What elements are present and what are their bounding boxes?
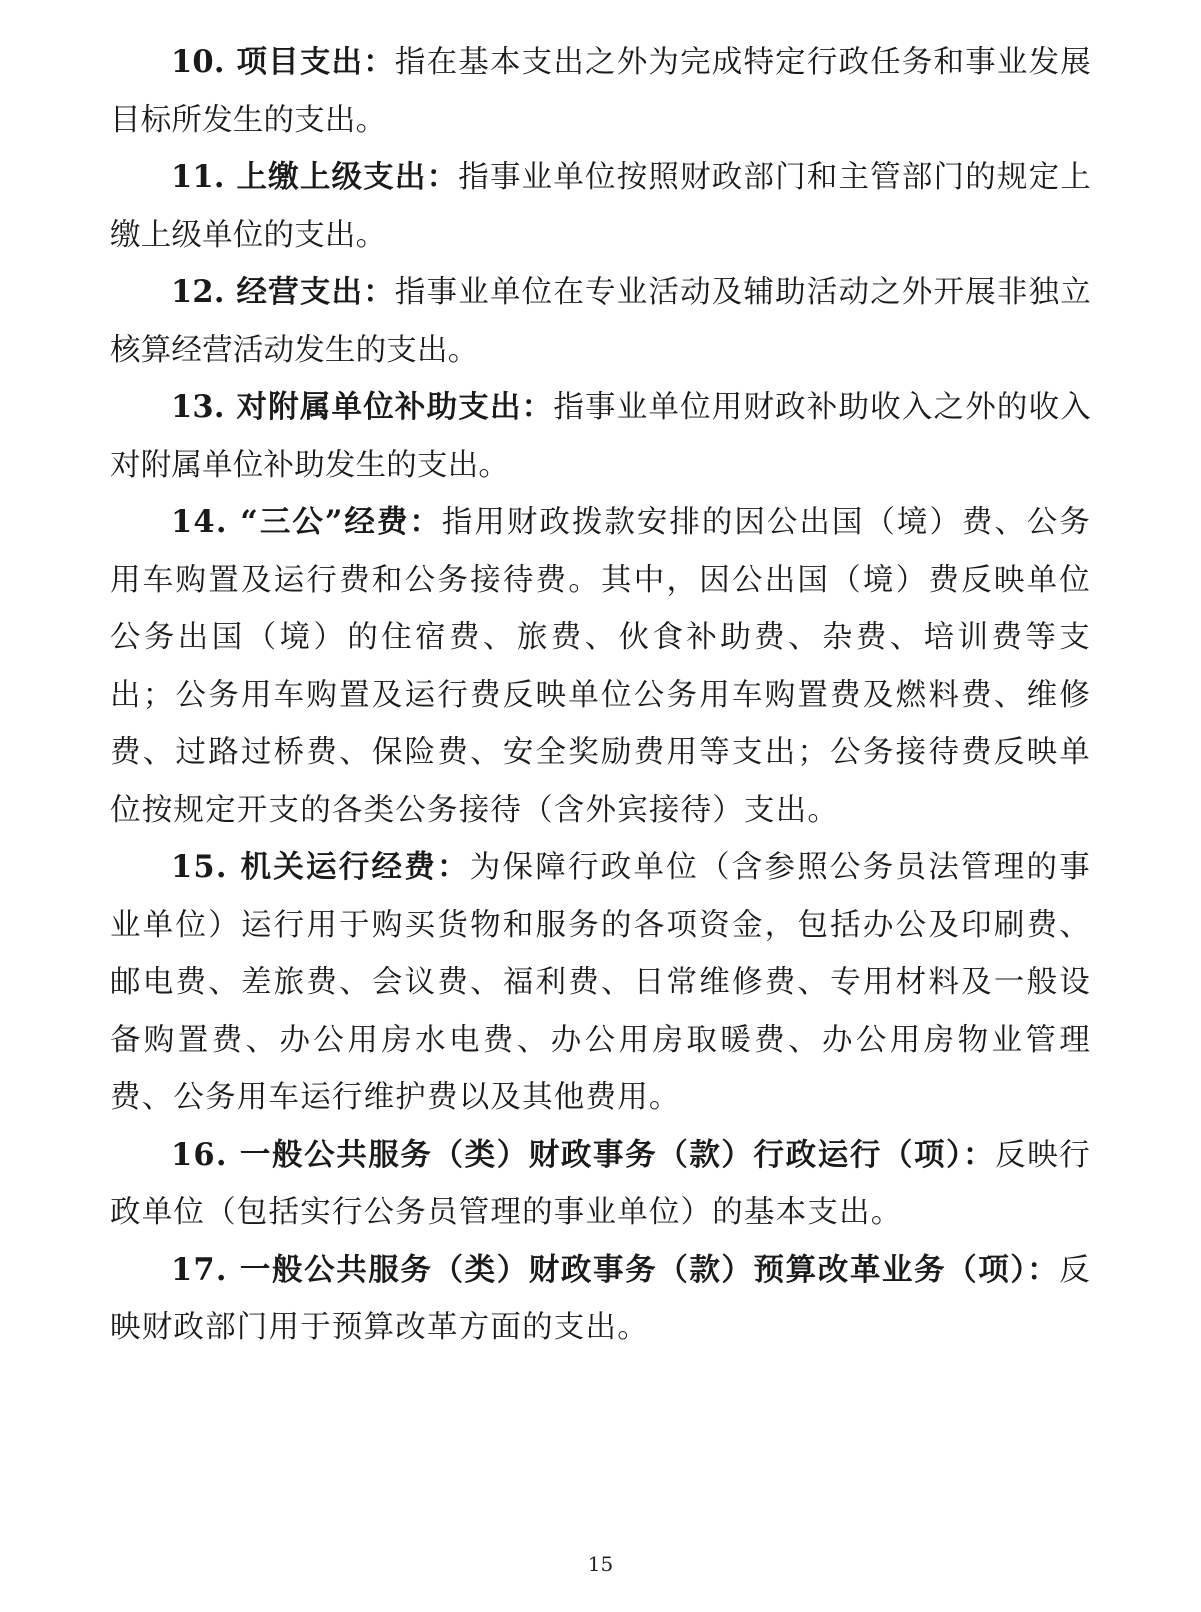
paragraph-14-lead: 14. “三公”经费： bbox=[171, 504, 442, 540]
page-number: 15 bbox=[587, 1552, 614, 1576]
paragraph-14 bbox=[110, 494, 1091, 839]
paragraph-12-lead: 12. 经营支出： bbox=[171, 274, 395, 310]
paragraph-16 bbox=[110, 1127, 1091, 1242]
paragraph-12-text: 指事业单位在专业活动及辅助活动之外开展非独立核算经营活动发生的支出。 bbox=[110, 275, 1092, 368]
paragraph-10 bbox=[110, 34, 1091, 149]
paragraph-13-text: 指事业单位用财政补助收入之外的收入对附属单位补助发生的支出。 bbox=[110, 390, 1091, 483]
paragraph-16-text: 反映行政单位（包括实行公务员管理的事业单位）的基本支出。 bbox=[110, 1137, 1091, 1230]
paragraph-17-text: 反映财政部门用于预算改革方面的支出。 bbox=[110, 1252, 1091, 1345]
paragraph-17-lead: 17. 一般公共服务（类）财政事务（款）预算改革业务（项）： bbox=[171, 1251, 1060, 1288]
paragraph-13-lead: 13. 对附属单位补助支出： bbox=[171, 389, 554, 425]
document-body bbox=[110, 34, 1091, 1357]
paragraph-13 bbox=[110, 379, 1091, 494]
paragraph-15 bbox=[110, 839, 1091, 1127]
paragraph-16-lead: 16. 一般公共服务（类）财政事务（款）行政运行（项）： bbox=[171, 1136, 996, 1173]
paragraph-14-text: 指用财政拨款安排的因公出国（境）费、公务用车购置及运行费和公务接待费。其中，因公出国（境）费反映单位公务出国（境）的住宿费、旅费、伙食补助费、杂费、培训费等支出；公务用车购置及运行费反映单位公务用车购置费及燃料费、维修费、过路过桥费、保险费、安全奖励费用等支出；公务接待费反映单位按规定开支的各类公务接待（含外宾接待）支出。 bbox=[110, 505, 1092, 828]
paragraph-12 bbox=[110, 264, 1091, 379]
paragraph-10-text: 指在基本支出之外为完成特定行政任务和事业发展目标所发生的支出。 bbox=[110, 45, 1092, 138]
paragraph-15-lead: 15. 机关运行经费： bbox=[171, 849, 470, 885]
paragraph-15-text: 为保障行政单位（含参照公务员法管理的事业单位）运行用于购买货物和服务的各项资金，包括办公及印刷费、邮电费、差旅费、会议费、福利费、日常维修费、专用材料及一般设备购置费、办公用房水电费、办公用房取暖费、办公用房物业管理费、公务用车运行维护费以及其他费用。 bbox=[110, 850, 1091, 1115]
paragraph-17 bbox=[110, 1242, 1091, 1357]
paragraph-10-lead: 10. 项目支出： bbox=[171, 44, 395, 80]
paragraph-11-text: 指事业单位按照财政部门和主管部门的规定上缴上级单位的支出。 bbox=[110, 160, 1091, 253]
paragraph-11-lead: 11. 上缴上级支出： bbox=[171, 159, 459, 195]
paragraph-11 bbox=[110, 149, 1091, 264]
